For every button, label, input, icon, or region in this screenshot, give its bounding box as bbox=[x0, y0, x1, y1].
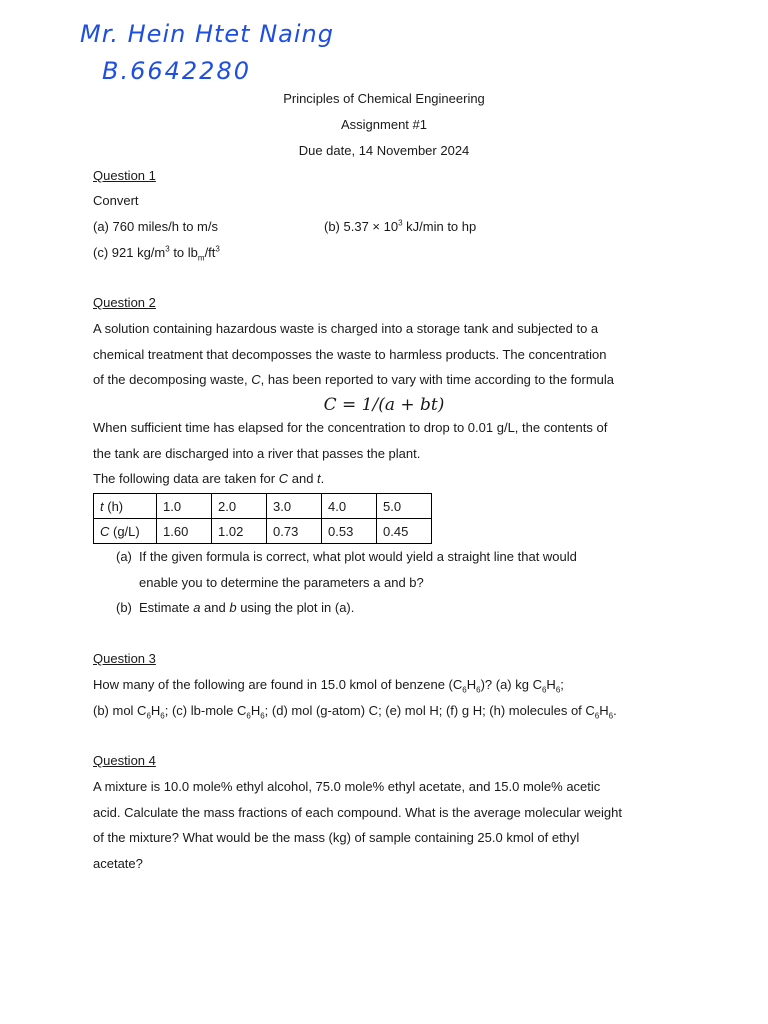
q4-line: of the mixture? What would be the mass (kg) of sample containing 25.0 kmol of ethyl bbox=[93, 830, 580, 845]
assignment-title: Assignment #1 bbox=[341, 117, 427, 132]
question-2-heading: Question 2 bbox=[93, 295, 156, 310]
table-cell: 2.0 bbox=[212, 494, 267, 519]
q4-line: acid. Calculate the mass fractions of each compound. What is the average molecular weight bbox=[93, 805, 622, 820]
q2-paragraph-line: When sufficient time has elapsed for the concentration to drop to 0.01 g/L, the contents of bbox=[93, 420, 608, 435]
question-3-heading: Question 3 bbox=[93, 651, 156, 666]
question-4-heading: Question 4 bbox=[93, 753, 156, 768]
table-cell: 3.0 bbox=[267, 494, 322, 519]
q3-line: (b) mol $C_6H_6$; (c) lb-mole $C_6H_6$; (d) mol (g-atom) C; (e) mol H; (f) g H; (h) molecules of $C_6H_6$. bbox=[93, 703, 617, 721]
q2-paragraph-line: chemical treatment that decomposses the waste to harmless products. The concentration bbox=[93, 347, 607, 362]
table-header-cell: t (h) bbox=[94, 494, 157, 519]
q2-sub-b-text: Estimate a and b using the plot in (a). bbox=[139, 600, 355, 615]
handwritten-name: Mr. Hein Htet Naing bbox=[80, 20, 334, 48]
q1-intro: Convert bbox=[93, 193, 139, 208]
table-row-time bbox=[94, 494, 432, 519]
due-date: Due date, 14 November 2024 bbox=[298, 143, 470, 158]
table-cell: 0.45 bbox=[377, 519, 432, 544]
table-cell: 0.53 bbox=[322, 519, 377, 544]
table-cell: 1.60 bbox=[157, 519, 212, 544]
q2-paragraph-line: The following data are taken for C and t. bbox=[93, 471, 325, 486]
table-cell: 4.0 bbox=[322, 494, 377, 519]
table-cell: 1.0 bbox=[157, 494, 212, 519]
q2-paragraph-line: of the decomposing waste, C, has been reported to vary with time according to the formula bbox=[93, 372, 615, 387]
q2-sub-a-label: (a) bbox=[116, 549, 132, 564]
q2-sub-a-text: If the given formula is correct, what plot would yield a straight line that would bbox=[139, 549, 577, 564]
q2-paragraph-line: the tank are discharged into a river that passes the plant. bbox=[93, 446, 421, 461]
q1-part-b: (b) $5.37 \times 10^3$ kJ/min to hp bbox=[324, 218, 477, 234]
handwritten-student-id: B.6642280 bbox=[102, 57, 251, 85]
q4-line: acetate? bbox=[93, 856, 143, 871]
question-1-heading: Question 1 bbox=[93, 168, 156, 183]
table-cell: 1.02 bbox=[212, 519, 267, 544]
q4-line: A mixture is 10.0 mole% ethyl alcohol, 75.0 mole% ethyl acetate, and 15.0 mole% acetic bbox=[93, 779, 601, 794]
q2-sub-a-text: enable you to determine the parameters a and b? bbox=[139, 575, 424, 590]
table-header-cell: C (g/L) bbox=[94, 519, 157, 544]
q1-part-a: (a) 760 miles/h to m/s bbox=[93, 219, 218, 234]
q2-paragraph-line: A solution containing hazardous waste is charged into a storage tank and subjected to a bbox=[93, 321, 599, 336]
table-cell: 0.73 bbox=[267, 519, 322, 544]
q2-sub-b-label: (b) bbox=[116, 600, 132, 615]
table-row-concentration bbox=[94, 519, 432, 544]
q3-line: How many of the following are found in 15.0 kmol of benzene $(C_6H_6)$? (a) kg $C_6H_6$; bbox=[93, 677, 564, 695]
q2-data-table bbox=[93, 493, 432, 544]
table-cell: 5.0 bbox=[377, 494, 432, 519]
course-title: Principles of Chemical Engineering bbox=[283, 91, 485, 106]
q2-formula: C = 1/(a + bt) bbox=[323, 395, 445, 415]
q1-part-c: (c) 921 $kg/m^3$ to $lb_m/ft^3$ bbox=[93, 244, 220, 263]
